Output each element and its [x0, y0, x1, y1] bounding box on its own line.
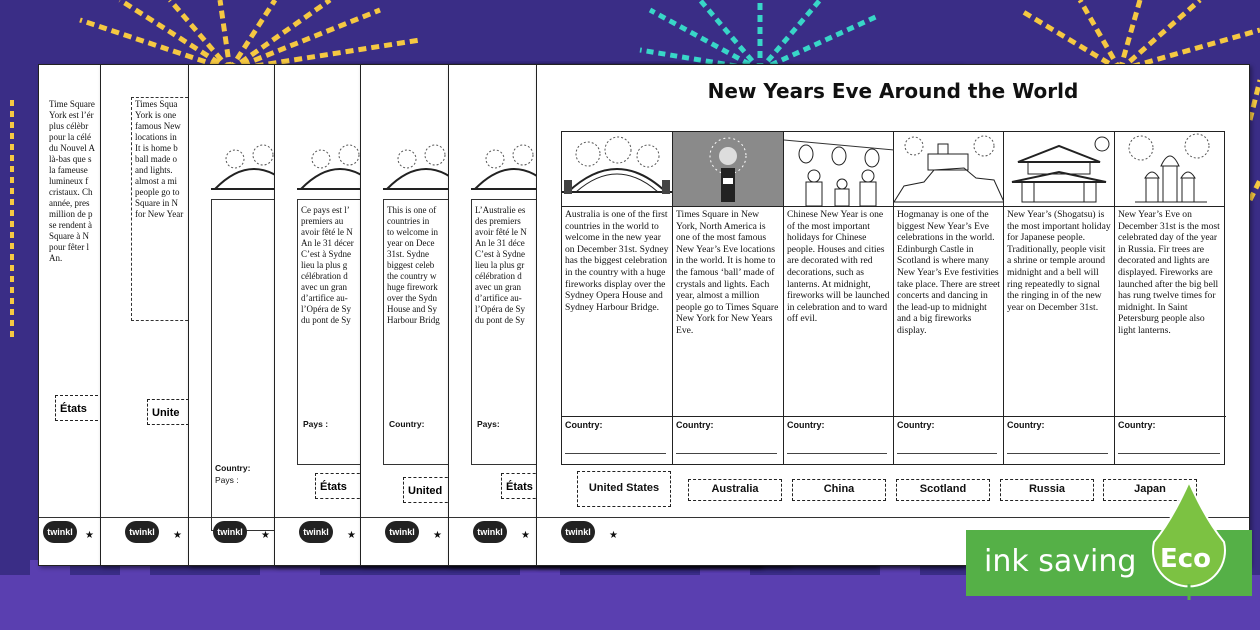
country-column — [784, 132, 894, 464]
sheet-text: L’Australie es des premiers avoir fêté le N An le 31 déce C’est à Sydne lieu la plus gr célébration d avec un gran d’artifice au- l’Opéra de Sy du pont de Sy — [475, 205, 527, 325]
country-label: Country: — [1007, 420, 1045, 430]
pays-label: Pays : — [303, 419, 329, 429]
star-icon: ★ — [609, 530, 618, 541]
sydney-harbour-bridge-icon — [562, 132, 672, 207]
pays-label: Pays: — [477, 419, 500, 429]
answer-card-china[interactable]: China — [792, 479, 886, 501]
sheet-text: Times Squa York is one famous New locations in It is home b ball made o and lights. almost a mi people go to Square in N for New Year — [135, 99, 184, 219]
twinkl-logo: twinkl — [385, 521, 419, 543]
answer-card-japan[interactable]: Japan — [1103, 479, 1197, 501]
star-icon: ★ — [173, 530, 182, 541]
country-description: Hogmanay is one of the biggest New Year’s Eve celebrations in the world. Edinburgh Castle in Scotland is where many New Year’s Eve festivities take place. There are street concerts and dancing in the lead-up to midnight and a big fireworks display. — [897, 209, 1000, 336]
pays-label: Pays : — [215, 475, 239, 485]
country-column — [1004, 132, 1115, 464]
country-column — [1115, 132, 1226, 464]
country-description: Australia is one of the first countries in the world to welcome in the new year on December 31st. Sydney has the biggest celebration in the country with a huge fireworks display over the Sydney Opera House and Sydney Harbour Bridge. — [565, 209, 669, 313]
country-label: Country: — [215, 463, 251, 473]
page-title: New Years Eve Around the World — [707, 79, 1079, 103]
sheet-text: Ce pays est l’ premiers au avoir fêté le N An le 31 décer C’est à Sydne lieu la plus g célébration d avec un gran d’artifice au- l’Opéra de Sy du pont de Sy — [301, 205, 354, 325]
answer-card-australia[interactable]: Australia — [688, 479, 782, 501]
country-answer-box[interactable] — [1004, 416, 1114, 467]
eco-label: Eco — [1160, 544, 1212, 574]
country-label: Country: — [897, 420, 935, 430]
twinkl-logo: twinkl — [125, 521, 159, 543]
countries-grid — [561, 131, 1225, 465]
twinkl-logo: twinkl — [299, 521, 333, 543]
country-label: Country: — [1118, 420, 1156, 430]
star-icon: ★ — [85, 530, 94, 541]
lanterns-family-icon — [784, 132, 894, 207]
country-answer-box[interactable] — [784, 416, 893, 467]
answer-card-russia[interactable]: Russia — [1000, 479, 1094, 501]
country-column — [562, 132, 673, 464]
twinkl-logo: twinkl — [43, 521, 77, 543]
star-icon: ★ — [347, 530, 356, 541]
answer-label: Unite — [147, 399, 189, 425]
answer-card-scotland[interactable]: Scotland — [896, 479, 990, 501]
star-icon: ★ — [261, 530, 270, 541]
sheet-text: Time Square York est l’ér plus célèbr pour la célé du Nouvel A là-bas que s la fameuse lumineux f cristaux. Ch année, pres million de p se rendent à Square à N pour fêter l An. — [49, 99, 95, 263]
country-label: Country: — [389, 419, 425, 429]
answer-label: États — [501, 473, 541, 499]
country-answer-box[interactable] — [894, 416, 1003, 467]
twinkl-logo: twinkl — [213, 521, 247, 543]
times-square-ball-icon — [673, 132, 783, 207]
country-label: Country: — [787, 420, 825, 430]
answer-label: United — [403, 477, 453, 503]
country-description: Times Square in New York, North America is one of the most famous New Year’s Eve locations in the world. It is home to the famous ‘ball’ made of crystals and lights. Each year, almost a million people go to Times Square New York for New Years Eve. — [676, 209, 779, 336]
ink-saving-label: ink saving — [984, 544, 1137, 579]
edinburgh-castle-icon — [894, 132, 1004, 207]
country-description: New Year’s Eve on December 31st is the most celebrated day of the year in Russia. Fir trees are decorated and lights are displayed. Fireworks are launched after the big bell has rung twelve times for midnight. In Saint Petersburg people also light lanterns. — [1118, 209, 1220, 336]
country-label: Country: — [676, 420, 714, 430]
japanese-temple-icon — [1004, 132, 1114, 207]
country-description: New Year’s (Shogatsu) is the most important holiday for Japanese people. Traditionally, people visit a shrine or temple around midnight and a bell will ring repeatedly to signal the ringing in of the new year on December 31st. — [1007, 209, 1111, 313]
russian-cathedral-icon — [1115, 132, 1225, 207]
country-answer-box[interactable] — [1115, 416, 1226, 467]
country-column — [673, 132, 784, 464]
sheet-text: This is one of countries in to welcome in year on Dece 31st. Sydne biggest celeb the country w huge firework over the Sydn House and Sy Harbour Bridg — [387, 205, 440, 325]
country-answer-box[interactable] — [562, 416, 672, 467]
answer-label: États — [55, 395, 103, 421]
eco-droplet-icon — [1146, 480, 1232, 600]
twinkl-logo: twinkl — [473, 521, 507, 543]
worksheet-front — [536, 64, 1250, 566]
answer-label: États — [315, 473, 365, 499]
country-column — [894, 132, 1004, 464]
answer-card-united-states[interactable]: United States — [577, 471, 671, 507]
country-label: Country: — [565, 420, 603, 430]
star-icon: ★ — [433, 530, 442, 541]
twinkl-logo: twinkl — [561, 521, 595, 543]
country-answer-box[interactable] — [673, 416, 783, 467]
country-description: Chinese New Year is one of the most important holidays for Chinese people. Houses and cities are decorated with red decorations, such as lanterns. At midnight, fireworks will be launched in celebration and to ward off evil. — [787, 209, 890, 325]
star-icon: ★ — [521, 530, 530, 541]
